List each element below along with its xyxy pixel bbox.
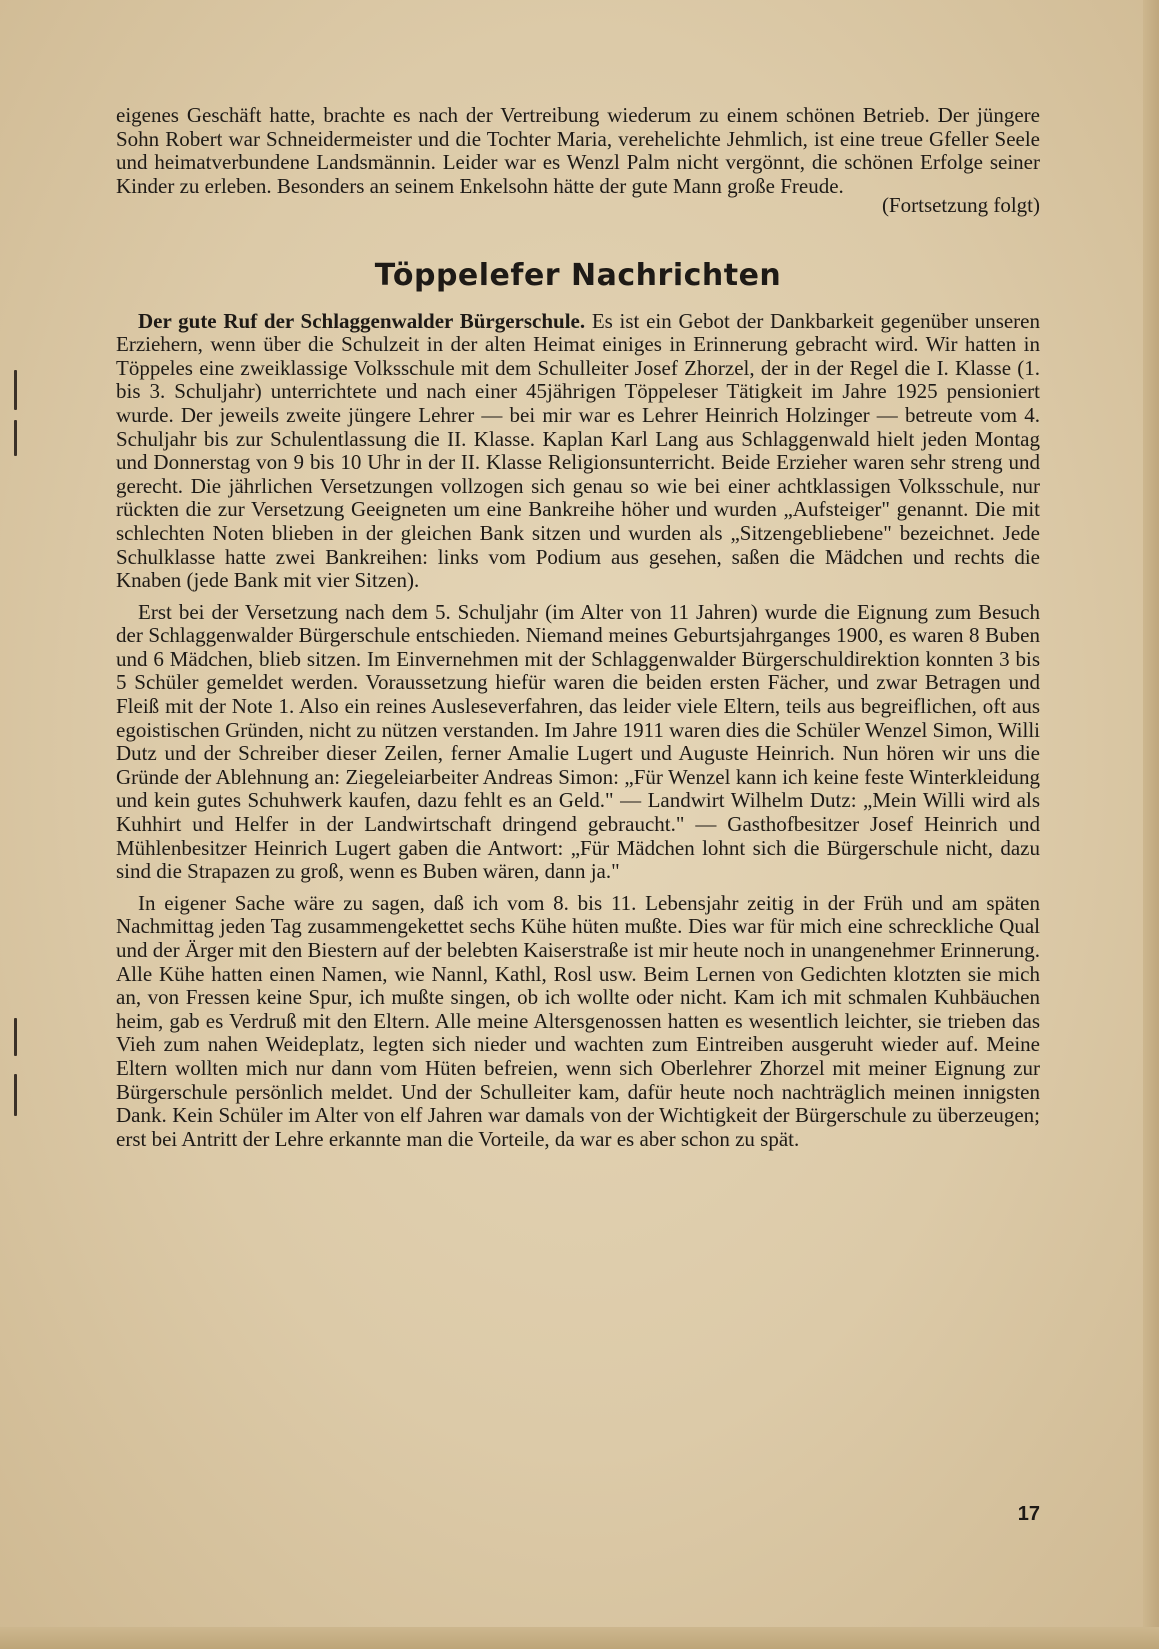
intro-paragraph: eigenes Geschäft hatte, brachte es nach der Vertreibung wiederum zu einem schönen Betrieb. Der jüngere Sohn Robert war Schneidermeister und die Tochter Maria, verehelichte Jehmlich, ist eine treue Gfeller Seele und heimatverbundene Landsmännin. Leider war es Wenzl Palm nicht vergönnt, die schönen Erfolge seiner Kinder zu erleben. Besonders an seinem Enkelsohn hätte der gute Mann große Freude. (116, 103, 1040, 198)
binding-staple-mark (14, 420, 17, 456)
continued-note: (Fortsetzung folgt) (881, 193, 1040, 218)
binding-staple-mark (14, 370, 17, 410)
page-number: 17 (1017, 1503, 1040, 1525)
binding-staple-mark (14, 1018, 17, 1056)
binding-staple-mark (14, 1074, 17, 1116)
paragraph-lead: Der gute Ruf der Schlaggenwalder Bürgerschule. (138, 308, 586, 333)
page-edge-shadow (1143, 0, 1159, 1649)
paragraph-transfer: Erst bei der Versetzung nach dem 5. Schuljahr (im Alter von 11 Jahren) wurde die Eignung zum Besuch der Schlaggenwalder Bürgerschule entschieden. Niemand meines Geburtsjahrganges 1900, es waren 8 Buben und 6 Mädchen, blieb sitzen. Im Einvernehmen mit der Schlaggenwalder Bürgerschuldirektion konnten 3 bis 5 Schüler gemeldet werden. Voraussetzung hiefür waren die beiden ersten Fächer, und zwar Betragen und Fleiß mit der Note 1. Also ein reines Ausleseverfahren, das leider viele Eltern, teils aus begreiflichen, oft aus egoistischen Gründen, nicht zu nützen verstanden. Im Jahre 1911 waren dies die Schüler Wenzel Simon, Willi Dutz und der Schreiber dieser Zeilen, ferner Amalie Lugert und Auguste Heinrich. Nun hören wir uns die Gründe der Ablehnung an: Ziegeleiarbeiter Andreas Simon: „Für Wenzel kann ich keine feste Winterkleidung und kein gutes Schuhwerk kaufen, dazu fehlt es an Geld." — Landwirt Wilhelm Dutz: „Mein Willi wird als Kuhhirt und Helfer in der Landwirtschaft dringend gebraucht." — Gasthofbesitzer Josef Heinrich und Mühlenbesitzer Heinrich Lugert gaben die Antwort: „Für Mädchen lohnt sich die Bürgerschule nicht, dazu sind die Strapazen zu groß, wenn es Buben wären, dann ja." (116, 599, 1040, 884)
paragraph-school-reputation (116, 310, 1040, 593)
page-body (116, 104, 1040, 1151)
section-title: Töppelefer Nachrichten (374, 257, 782, 293)
paragraph-own-case: In eigener Sache wäre zu sagen, daß ich vom 8. bis 11. Lebensjahr zeitig in der Früh und am späten Nachmittag jeden Tag zusammengekettet sechs Kühe hüten mußte. Dies war für mich eine schreckliche Qual und der Ärger mit den Biestern auf der belebten Kaiserstraße ist mir heute noch in unangenehmer Erinnerung. Alle Kühe hatten einen Namen, wie Nannl, Kathl, Rosl usw. Beim Lernen von Gedichten klotzten sie mich an, von Fressen keine Spur, ich mußte singen, ob ich wollte oder nicht. Kam ich mit schmalen Kuhbäuchen heim, gab es Verdruß mit den Eltern. Alle meine Altersgenossen hatten es wesentlich leichter, sie trieben das Vieh zum nahen Weideplatz, legten sich nieder und wachten zum Eintreiben ausgeruht wieder auf. Meine Eltern wollten mich nur dann vom Hüten befreien, wenn sich Oberlehrer Zhorzel mit meiner Eignung zur Bürgerschule persönlich meldet. Und der Schulleiter kam, dafür heute noch nachträglich meinen innigsten Dank. Kein Schüler im Alter von elf Jahren war damals von der Wichtigkeit der Bürgerschule zu überzeugen; erst bei Antritt der Lehre erkannte man die Vorteile, da war es aber schon zu spät. (116, 890, 1040, 1151)
page-bottom-edge (0, 1627, 1159, 1649)
paragraph-text: Es ist ein Gebot der Dankbarkeit gegenüber unseren Erziehern, wenn über die Schulzeit in der alten Heimat einiges in Erinnerung gebracht wird. Wir hatten in Töppeles eine zweiklassige Volksschule mit dem Schulleiter Josef Zhorzel, der in der Regel die I. Klasse (1. bis 3. Schuljahr) unterrichtete und nach einer 45jährigen Töppeleser Tätigkeit im Jahre 1925 pensioniert wurde. Der jeweils zweite jüngere Lehrer — bei mir war es Lehrer Heinrich Holzinger — betreute vom 4. Schuljahr bis zur Schulentlassung die II. Klasse. Kaplan Karl Lang aus Schlaggenwald hielt jeden Montag und Donnerstag von 9 bis 10 Uhr in der II. Klasse Religionsunterricht. Beide Erzieher waren sehr streng und gerecht. Die jährlichen Versetzungen vollzogen sich genau so wie bei einer achtklassigen Volksschule, nur rückten die zur Versetzung Geeigneten um eine Bankreihe höher und wurden „Aufsteiger" genannt. Die mit schlechten Noten blieben in der gleichen Bank sitzen und wurden als „Sitzengebliebene" bezeichnet. Jede Schulklasse hatte zwei Bankreihen: links vom Podium aus gesehen, saßen die Mädchen und rechts die Knaben (jede Bank mit vier Sitzen). (116, 308, 1041, 593)
